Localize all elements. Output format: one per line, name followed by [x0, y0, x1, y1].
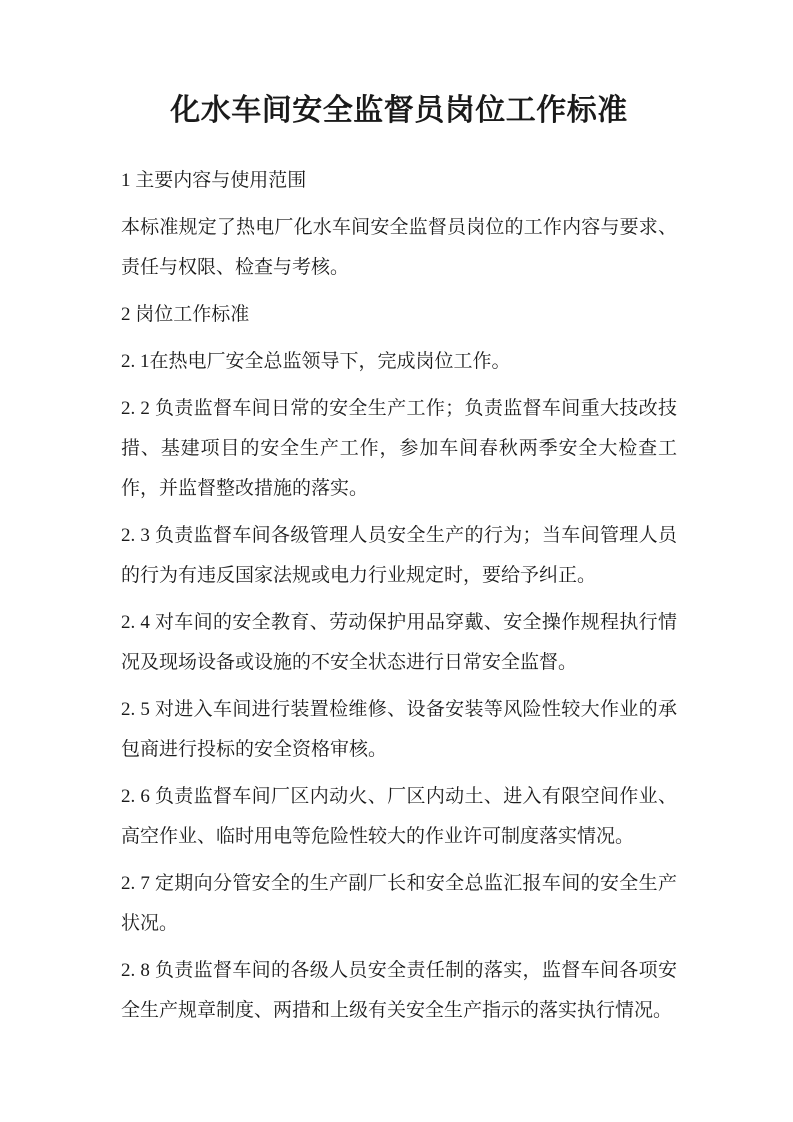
document-content	[121, 0, 677, 1031]
clause-2-4: 2. 4 对车间的安全教育、劳动保护用品穿戴、安全操作规程执行情况及现场设备或设施的不安全状态进行日常安全监督。	[121, 612, 677, 673]
clause-2-5: 2. 5 对进入车间进行装置检维修、设备安装等风险性较大作业的承包商进行投标的安全资格审核。	[121, 699, 677, 760]
document-title: 化水车间安全监督员岗位工作标准	[170, 94, 628, 127]
paragraph-scope-description: 本标准规定了热电厂化水车间安全监督员岗位的工作内容与要求、责任与权限、检查与考核。	[121, 217, 677, 278]
clause-2-7: 2. 7 定期向分管安全的生产副厂长和安全总监汇报车间的安全生产状况。	[121, 873, 677, 934]
clause-2-3: 2. 3 负责监督车间各级管理人员安全生产的行为；当车间管理人员的行为有违反国家法规或电力行业规定时，要给予纠正。	[121, 525, 677, 586]
section-heading-job-standards: 2 岗位工作标准	[121, 304, 250, 325]
clause-2-6: 2. 6 负责监督车间厂区内动火、厂区内动土、进入有限空间作业、高空作业、临时用电等危险性较大的作业许可制度落实情况。	[121, 786, 677, 847]
clause-2-2: 2. 2 负责监督车间日常的安全生产工作；负责监督车间重大技改技措、基建项目的安全生产工作，参加车间春秋两季安全大检查工作，并监督整改措施的落实。	[121, 398, 677, 499]
clause-2-1: 2. 1在热电厂安全总监领导下，完成岗位工作。	[121, 351, 511, 372]
section-heading-scope: 1 主要内容与使用范围	[121, 170, 307, 191]
clause-2-8: 2. 8 负责监督车间的各级人员安全责任制的落实，监督车间各项安全生产规章制度、两措和上级有关安全生产指示的落实执行情况。	[121, 960, 677, 1021]
